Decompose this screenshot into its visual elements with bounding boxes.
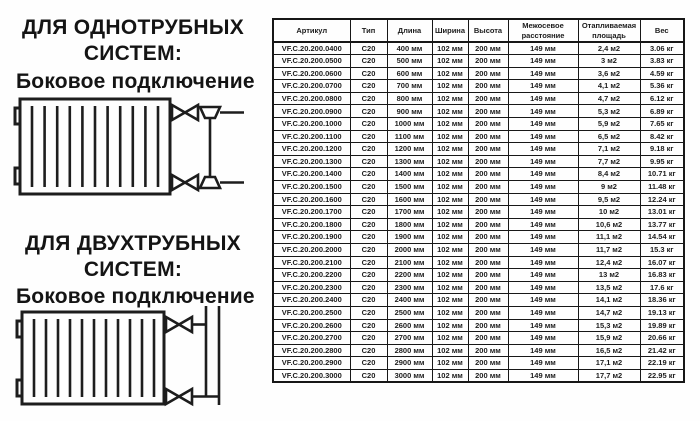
table-cell: 1100 мм xyxy=(387,130,432,143)
table-cell: 149 мм xyxy=(508,294,578,307)
table-cell: 102 мм xyxy=(432,206,468,219)
table-cell: 21.42 кг xyxy=(640,344,684,357)
table-cell: 10,6 м2 xyxy=(578,218,640,231)
table-cell: VF.C.20.200.2800 xyxy=(273,344,350,357)
table-cell: 149 мм xyxy=(508,42,578,55)
table-cell: 1900 мм xyxy=(387,231,432,244)
table-cell: C20 xyxy=(350,269,387,282)
table-cell: 149 мм xyxy=(508,67,578,80)
single-pipe-section-title xyxy=(0,15,266,67)
table-cell: 16.07 кг xyxy=(640,256,684,269)
table-cell: 1400 мм xyxy=(387,168,432,181)
table-cell: 17,1 м2 xyxy=(578,357,640,370)
table-cell: VF.C.20.200.1700 xyxy=(273,206,350,219)
table-cell: 102 мм xyxy=(432,256,468,269)
table-cell: 9.18 кг xyxy=(640,143,684,156)
table-cell: 102 мм xyxy=(432,332,468,345)
table-row xyxy=(273,181,684,194)
table-cell: 6.12 кг xyxy=(640,92,684,105)
table-cell: 102 мм xyxy=(432,344,468,357)
table-cell: C20 xyxy=(350,357,387,370)
table-cell: 900 мм xyxy=(387,105,432,118)
table-cell: 200 мм xyxy=(468,80,508,93)
table-cell: C20 xyxy=(350,130,387,143)
table-row xyxy=(273,357,684,370)
table-cell: 1800 мм xyxy=(387,218,432,231)
table-cell: 2400 мм xyxy=(387,294,432,307)
table-cell: 15,3 м2 xyxy=(578,319,640,332)
table-cell: 200 мм xyxy=(468,206,508,219)
table-cell: VF.C.20.200.1300 xyxy=(273,155,350,168)
table-cell: C20 xyxy=(350,181,387,194)
table-cell: 200 мм xyxy=(468,306,508,319)
table-cell: 149 мм xyxy=(508,130,578,143)
table-cell: 9 м2 xyxy=(578,181,640,194)
table-cell: 149 мм xyxy=(508,143,578,156)
table-cell: 149 мм xyxy=(508,244,578,257)
table-cell: VF.C.20.200.0900 xyxy=(273,105,350,118)
table-cell: 9.95 кг xyxy=(640,155,684,168)
table-cell: 10.71 кг xyxy=(640,168,684,181)
table-cell: 7.65 кг xyxy=(640,118,684,131)
table-cell: C20 xyxy=(350,193,387,206)
table-cell: 149 мм xyxy=(508,92,578,105)
table-cell: C20 xyxy=(350,155,387,168)
table-cell: 102 мм xyxy=(432,92,468,105)
table-body xyxy=(273,42,684,382)
table-cell: 3 м2 xyxy=(578,55,640,68)
table-cell: VF.C.20.200.2500 xyxy=(273,306,350,319)
table-cell: 200 мм xyxy=(468,130,508,143)
table-cell: 149 мм xyxy=(508,218,578,231)
table-cell: 1300 мм xyxy=(387,155,432,168)
table-cell: 200 мм xyxy=(468,92,508,105)
table-cell: 7,1 м2 xyxy=(578,143,640,156)
table-row xyxy=(273,306,684,319)
table-cell: VF.C.20.200.0600 xyxy=(273,67,350,80)
table-cell: VF.C.20.200.2300 xyxy=(273,281,350,294)
table-row xyxy=(273,206,684,219)
riser-pipes xyxy=(206,306,219,405)
table-cell: VF.C.20.200.1500 xyxy=(273,181,350,194)
table-cell: 12,4 м2 xyxy=(578,256,640,269)
table-cell: 149 мм xyxy=(508,357,578,370)
table-cell: 6,5 м2 xyxy=(578,130,640,143)
table-cell: 200 мм xyxy=(468,357,508,370)
table-cell: 200 мм xyxy=(468,155,508,168)
table-cell: 12.24 кг xyxy=(640,193,684,206)
table-cell: 22.95 кг xyxy=(640,369,684,382)
table-cell: 102 мм xyxy=(432,218,468,231)
two-pipe-diagram xyxy=(10,304,250,416)
table-cell: 200 мм xyxy=(468,269,508,282)
valve-icon xyxy=(179,389,192,404)
table-cell: 149 мм xyxy=(508,80,578,93)
table-cell: 200 мм xyxy=(468,181,508,194)
mount-tab xyxy=(15,168,20,184)
table-cell: 200 мм xyxy=(468,332,508,345)
column-header: Отапливаемая площадь xyxy=(578,19,640,42)
table-cell: 149 мм xyxy=(508,55,578,68)
table-row xyxy=(273,193,684,206)
table-cell: 102 мм xyxy=(432,130,468,143)
table-cell: C20 xyxy=(350,306,387,319)
table-cell: 102 мм xyxy=(432,281,468,294)
table-cell: 2200 мм xyxy=(387,269,432,282)
table-cell: 200 мм xyxy=(468,294,508,307)
table-cell: 11,1 м2 xyxy=(578,231,640,244)
table-cell: VF.C.20.200.0400 xyxy=(273,42,350,55)
table-cell: 8,4 м2 xyxy=(578,168,640,181)
table-row xyxy=(273,143,684,156)
table-cell: 102 мм xyxy=(432,181,468,194)
table-cell: 149 мм xyxy=(508,344,578,357)
table-cell: 15.3 кг xyxy=(640,244,684,257)
table-cell: 149 мм xyxy=(508,332,578,345)
table-cell: C20 xyxy=(350,105,387,118)
table-cell: C20 xyxy=(350,67,387,80)
table-cell: C20 xyxy=(350,55,387,68)
table-row xyxy=(273,218,684,231)
table-cell: 800 мм xyxy=(387,92,432,105)
table-cell: C20 xyxy=(350,42,387,55)
table-cell: 102 мм xyxy=(432,155,468,168)
table-cell: 200 мм xyxy=(468,67,508,80)
table-cell: 149 мм xyxy=(508,118,578,131)
table-cell: 5,9 м2 xyxy=(578,118,640,131)
mount-tab xyxy=(15,108,20,124)
table-row xyxy=(273,118,684,131)
column-header: Вес xyxy=(640,19,684,42)
table-cell: 14,7 м2 xyxy=(578,306,640,319)
table-cell: 5,3 м2 xyxy=(578,105,640,118)
table-row xyxy=(273,256,684,269)
table-cell: 3,6 м2 xyxy=(578,67,640,80)
column-header: Артикул xyxy=(273,19,350,42)
table-row xyxy=(273,55,684,68)
table-cell: 200 мм xyxy=(468,105,508,118)
table-cell: 149 мм xyxy=(508,269,578,282)
table-cell: 18.36 кг xyxy=(640,294,684,307)
table-cell: VF.C.20.200.0700 xyxy=(273,80,350,93)
table-cell: C20 xyxy=(350,344,387,357)
table-cell: 149 мм xyxy=(508,105,578,118)
table-cell: 11,7 м2 xyxy=(578,244,640,257)
table-cell: 102 мм xyxy=(432,369,468,382)
table-cell: 149 мм xyxy=(508,206,578,219)
table-cell: 102 мм xyxy=(432,80,468,93)
table-row xyxy=(273,269,684,282)
table-cell: 102 мм xyxy=(432,306,468,319)
table-cell: 7,7 м2 xyxy=(578,155,640,168)
table-cell: 2800 мм xyxy=(387,344,432,357)
table-cell: 200 мм xyxy=(468,344,508,357)
table-cell: 149 мм xyxy=(508,319,578,332)
table-cell: 200 мм xyxy=(468,193,508,206)
title-line: СИСТЕМ: xyxy=(83,258,183,281)
column-header: Длина xyxy=(387,19,432,42)
table-row xyxy=(273,92,684,105)
table-cell: 11.48 кг xyxy=(640,181,684,194)
table-cell: C20 xyxy=(350,92,387,105)
table-cell: C20 xyxy=(350,168,387,181)
table-row xyxy=(273,42,684,55)
table-cell: 200 мм xyxy=(468,55,508,68)
title-line: СИСТЕМ: xyxy=(83,42,183,65)
table-cell: 2,4 м2 xyxy=(578,42,640,55)
two-pipe-subtitle: Боковое подключение xyxy=(16,285,255,308)
table-cell: 17,7 м2 xyxy=(578,369,640,382)
table-cell: 20.66 кг xyxy=(640,332,684,345)
table-cell: C20 xyxy=(350,244,387,257)
title-line: ДЛЯ ДВУХТРУБНЫХ xyxy=(25,232,241,255)
column-header: Тип xyxy=(350,19,387,42)
table-cell: 200 мм xyxy=(468,42,508,55)
union-fitting-icon xyxy=(200,177,220,188)
table-row xyxy=(273,319,684,332)
table-cell: 149 мм xyxy=(508,369,578,382)
table-cell: VF.C.20.200.1000 xyxy=(273,118,350,131)
table-cell: 149 мм xyxy=(508,155,578,168)
table-cell: 149 мм xyxy=(508,231,578,244)
table-cell: 16.83 кг xyxy=(640,269,684,282)
radiator-fins xyxy=(32,106,158,187)
table-cell: VF.C.20.200.0800 xyxy=(273,92,350,105)
table-cell: C20 xyxy=(350,332,387,345)
table-cell: 13,5 м2 xyxy=(578,281,640,294)
table-cell: 700 мм xyxy=(387,80,432,93)
table-cell: VF.C.20.200.3000 xyxy=(273,369,350,382)
mount-tab xyxy=(17,321,22,337)
table-cell: 2100 мм xyxy=(387,256,432,269)
table-cell: C20 xyxy=(350,218,387,231)
valve-icon xyxy=(185,175,198,190)
table-cell: 14.54 кг xyxy=(640,231,684,244)
table-cell: 200 мм xyxy=(468,118,508,131)
table-cell: VF.C.20.200.0500 xyxy=(273,55,350,68)
table-cell: 13.77 кг xyxy=(640,218,684,231)
table-cell: 102 мм xyxy=(432,244,468,257)
radiator-fins xyxy=(34,319,154,397)
table-cell: 102 мм xyxy=(432,294,468,307)
table-cell: 102 мм xyxy=(432,231,468,244)
table-cell: 13.01 кг xyxy=(640,206,684,219)
table-row xyxy=(273,168,684,181)
table-row xyxy=(273,344,684,357)
column-header: Межосевое расстояние xyxy=(508,19,578,42)
table-cell: 200 мм xyxy=(468,281,508,294)
table-cell: 2700 мм xyxy=(387,332,432,345)
table-cell: 17.6 кг xyxy=(640,281,684,294)
table-cell: C20 xyxy=(350,256,387,269)
table-cell: 200 мм xyxy=(468,218,508,231)
table-cell: 16,5 м2 xyxy=(578,344,640,357)
table-cell: 1000 мм xyxy=(387,118,432,131)
table-cell: VF.C.20.200.2700 xyxy=(273,332,350,345)
table-row xyxy=(273,155,684,168)
table-cell: 102 мм xyxy=(432,168,468,181)
table-cell: 200 мм xyxy=(468,168,508,181)
table-row xyxy=(273,294,684,307)
valve-icon xyxy=(179,317,192,332)
table-header xyxy=(273,19,684,42)
table-cell: 4.59 кг xyxy=(640,67,684,80)
table-cell: 149 мм xyxy=(508,256,578,269)
table-row xyxy=(273,67,684,80)
table-cell: C20 xyxy=(350,231,387,244)
table-cell: 3000 мм xyxy=(387,369,432,382)
table-cell: 1700 мм xyxy=(387,206,432,219)
table-cell: 102 мм xyxy=(432,193,468,206)
header-row xyxy=(273,19,684,42)
table-cell: C20 xyxy=(350,319,387,332)
table-cell: 200 мм xyxy=(468,369,508,382)
table-cell: 3.06 кг xyxy=(640,42,684,55)
table-cell: 200 мм xyxy=(468,244,508,257)
table-cell: 1200 мм xyxy=(387,143,432,156)
table-cell: 200 мм xyxy=(468,256,508,269)
table-row xyxy=(273,281,684,294)
table-row xyxy=(273,80,684,93)
table-cell: 149 мм xyxy=(508,281,578,294)
table-cell: 102 мм xyxy=(432,143,468,156)
table-cell: 2600 мм xyxy=(387,319,432,332)
mount-tab xyxy=(17,380,22,396)
table-cell: C20 xyxy=(350,281,387,294)
spec-table xyxy=(272,18,685,383)
table-cell: 9,5 м2 xyxy=(578,193,640,206)
table-cell: 2000 мм xyxy=(387,244,432,257)
table-cell: 102 мм xyxy=(432,42,468,55)
table-cell: VF.C.20.200.1100 xyxy=(273,130,350,143)
table-cell: 2900 мм xyxy=(387,357,432,370)
table-cell: 6.89 кг xyxy=(640,105,684,118)
table-cell: 2500 мм xyxy=(387,306,432,319)
table-cell: 4,7 м2 xyxy=(578,92,640,105)
table-row xyxy=(273,105,684,118)
table-cell: C20 xyxy=(350,118,387,131)
table-cell: VF.C.20.200.1600 xyxy=(273,193,350,206)
table-row xyxy=(273,332,684,345)
table-cell: 10 м2 xyxy=(578,206,640,219)
table-cell: 600 мм xyxy=(387,67,432,80)
table-cell: C20 xyxy=(350,294,387,307)
table-cell: VF.C.20.200.1400 xyxy=(273,168,350,181)
table-cell: 3.83 кг xyxy=(640,55,684,68)
table-cell: 102 мм xyxy=(432,105,468,118)
table-cell: VF.C.20.200.2000 xyxy=(273,244,350,257)
table-cell: 8.42 кг xyxy=(640,130,684,143)
table-cell: 15,9 м2 xyxy=(578,332,640,345)
table-cell: 400 мм xyxy=(387,42,432,55)
table-cell: 102 мм xyxy=(432,118,468,131)
table-cell: C20 xyxy=(350,369,387,382)
table-cell: C20 xyxy=(350,206,387,219)
title-line: ДЛЯ ОДНОТРУБНЫХ xyxy=(21,16,245,39)
table-cell: 149 мм xyxy=(508,168,578,181)
single-pipe-diagram xyxy=(10,95,250,201)
table-cell: 1500 мм xyxy=(387,181,432,194)
table-cell: 200 мм xyxy=(468,319,508,332)
table-row xyxy=(273,231,684,244)
table-cell: 2300 мм xyxy=(387,281,432,294)
table-cell: 200 мм xyxy=(468,143,508,156)
column-header: Высота xyxy=(468,19,508,42)
table-cell: 102 мм xyxy=(432,67,468,80)
table-cell: 102 мм xyxy=(432,357,468,370)
table-cell: C20 xyxy=(350,80,387,93)
table-cell: 4,1 м2 xyxy=(578,80,640,93)
table-cell: VF.C.20.200.2900 xyxy=(273,357,350,370)
table-cell: 500 мм xyxy=(387,55,432,68)
table-row xyxy=(273,369,684,382)
table-cell: 102 мм xyxy=(432,269,468,282)
table-cell: VF.C.20.200.2200 xyxy=(273,269,350,282)
table-cell: 149 мм xyxy=(508,193,578,206)
table-cell: 102 мм xyxy=(432,319,468,332)
column-header: Ширина xyxy=(432,19,468,42)
single-pipe-subtitle: Боковое подключение xyxy=(16,70,255,93)
two-pipe-section-title xyxy=(0,231,266,283)
table-row xyxy=(273,244,684,257)
table-cell: 1600 мм xyxy=(387,193,432,206)
table-cell: VF.C.20.200.1800 xyxy=(273,218,350,231)
left-panel xyxy=(0,0,272,421)
table-cell: 5.36 кг xyxy=(640,80,684,93)
table-cell: 22.19 кг xyxy=(640,357,684,370)
table-cell: VF.C.20.200.2600 xyxy=(273,319,350,332)
table-cell: 13 м2 xyxy=(578,269,640,282)
table-cell: 19.89 кг xyxy=(640,319,684,332)
table-cell: 102 мм xyxy=(432,55,468,68)
table-cell: C20 xyxy=(350,143,387,156)
table-cell: 149 мм xyxy=(508,181,578,194)
valve-icon xyxy=(185,105,198,120)
table-row xyxy=(273,130,684,143)
table-cell: VF.C.20.200.2100 xyxy=(273,256,350,269)
table-cell: 149 мм xyxy=(508,306,578,319)
table-cell: 14,1 м2 xyxy=(578,294,640,307)
table-cell: 200 мм xyxy=(468,231,508,244)
table-cell: VF.C.20.200.2400 xyxy=(273,294,350,307)
union-fitting-icon xyxy=(200,107,220,118)
table-cell: VF.C.20.200.1900 xyxy=(273,231,350,244)
table-cell: 19.13 кг xyxy=(640,306,684,319)
table-cell: VF.C.20.200.1200 xyxy=(273,143,350,156)
